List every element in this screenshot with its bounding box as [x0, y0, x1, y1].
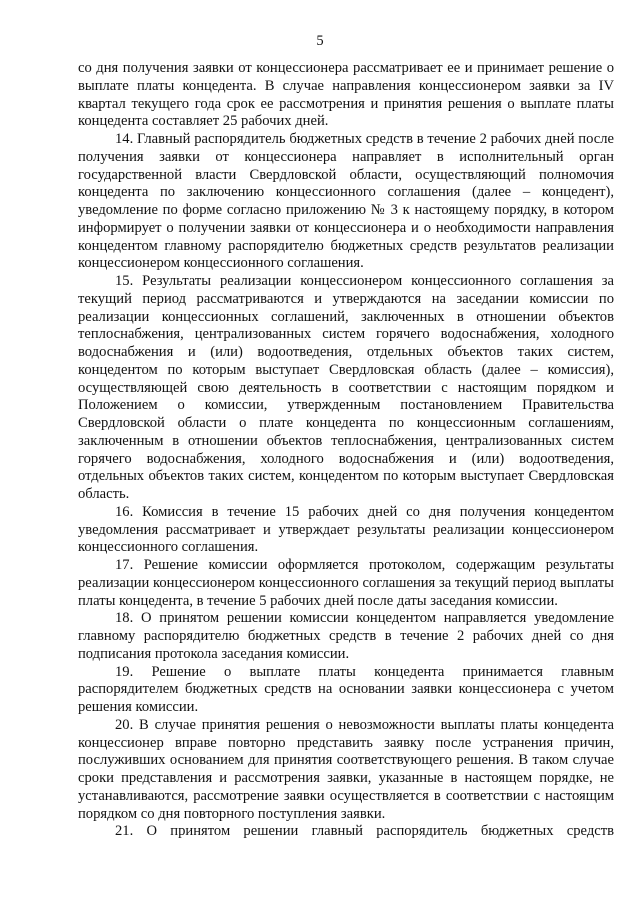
paragraph-14: 14. Главный распорядитель бюджетных средств в течение 2 рабочих дней после получения заявки от концессионера направляет в исполнительный орган государственной власти Свердловской области, осуществляющий полномочия концедента по заключению концессионного соглашения (далее – концедент), уведомление по форме согласно приложению № 3 к настоящему порядку, в котором информирует о получении заявки от концессионера и о необходимости направления концедентом главному распорядителю бюджетных средств результатов реализации концессионером концессионного соглашения. [78, 131, 614, 272]
paragraph-17: 17. Решение комиссии оформляется протоколом, содержащим результаты реализации концессионером концессионного соглашения за текущий период выплаты платы концедента, в течение 5 рабочих дней после даты заседания комиссии. [78, 557, 614, 609]
paragraph-19: 19. Решение о выплате платы концедента принимается главным распорядителем бюджетных средств на основании заявки концессионера с учетом решения комиссии. [78, 663, 614, 715]
document-body [78, 60, 614, 841]
paragraph-15: 15. Результаты реализации концессионером концессионного соглашения за текущий период рассматриваются и утверждаются на заседании комиссии по реализации концессионных соглашений, заключенных в отношении объектов теплоснабжения, централизованных систем горячего водоснабжения, холодного водоснабжения и (или) водоотведения, отдельных объектов таких систем, концедентом по которым выступает Свердловская область (далее – комиссия), осуществляющей свою деятельность в соответствии с настоящим порядком и Положением о комиссии, утвержденным постановлением Правительства Свердловской области о плате концедента по концессионным соглашениям, заключенным в отношении объектов теплоснабжения, централизованных систем горячего водоснабжения, холодного водоснабжения и (или) водоотведения, отдельных объектов таких систем, концедентом по которым выступает Свердловская область. [78, 273, 614, 502]
paragraph-16: 16. Комиссия в течение 15 рабочих дней со дня получения концедентом уведомления рассматривает и утверждает результаты реализации концессионером концессионного соглашения. [78, 503, 614, 556]
paragraph-continuation: со дня получения заявки от концессионера рассматривает ее и принимает решение о выплате платы концедента. В случае направления концессионером заявки за IV квартал текущего года срок ее рассмотрения и принятия решения о выплате платы концедента составляет 25 рабочих дней. [78, 60, 614, 130]
paragraph-20: 20. В случае принятия решения о невозможности выплаты платы концедента концессионер вправе повторно представить заявку после устранения причин, послуживших основанием для принятия соответствующего решения. В таком случае сроки представления и рассмотрения заявки, указанные в настоящем порядке, не устанавливаются, рассмотрение заявки осуществляется в соответствии с настоящим порядком со дня повторного поступления заявки. [78, 716, 614, 822]
paragraph-18: 18. О принятом решении комиссии концедентом направляется уведомление главному распорядителю бюджетных средств в течение 2 рабочих дней со дня подписания протокола заседания комиссии. [78, 610, 614, 662]
page-number: 5 [316, 33, 324, 49]
paragraph-21: 21. О принятом решении главный распорядитель бюджетных средств [115, 823, 614, 840]
